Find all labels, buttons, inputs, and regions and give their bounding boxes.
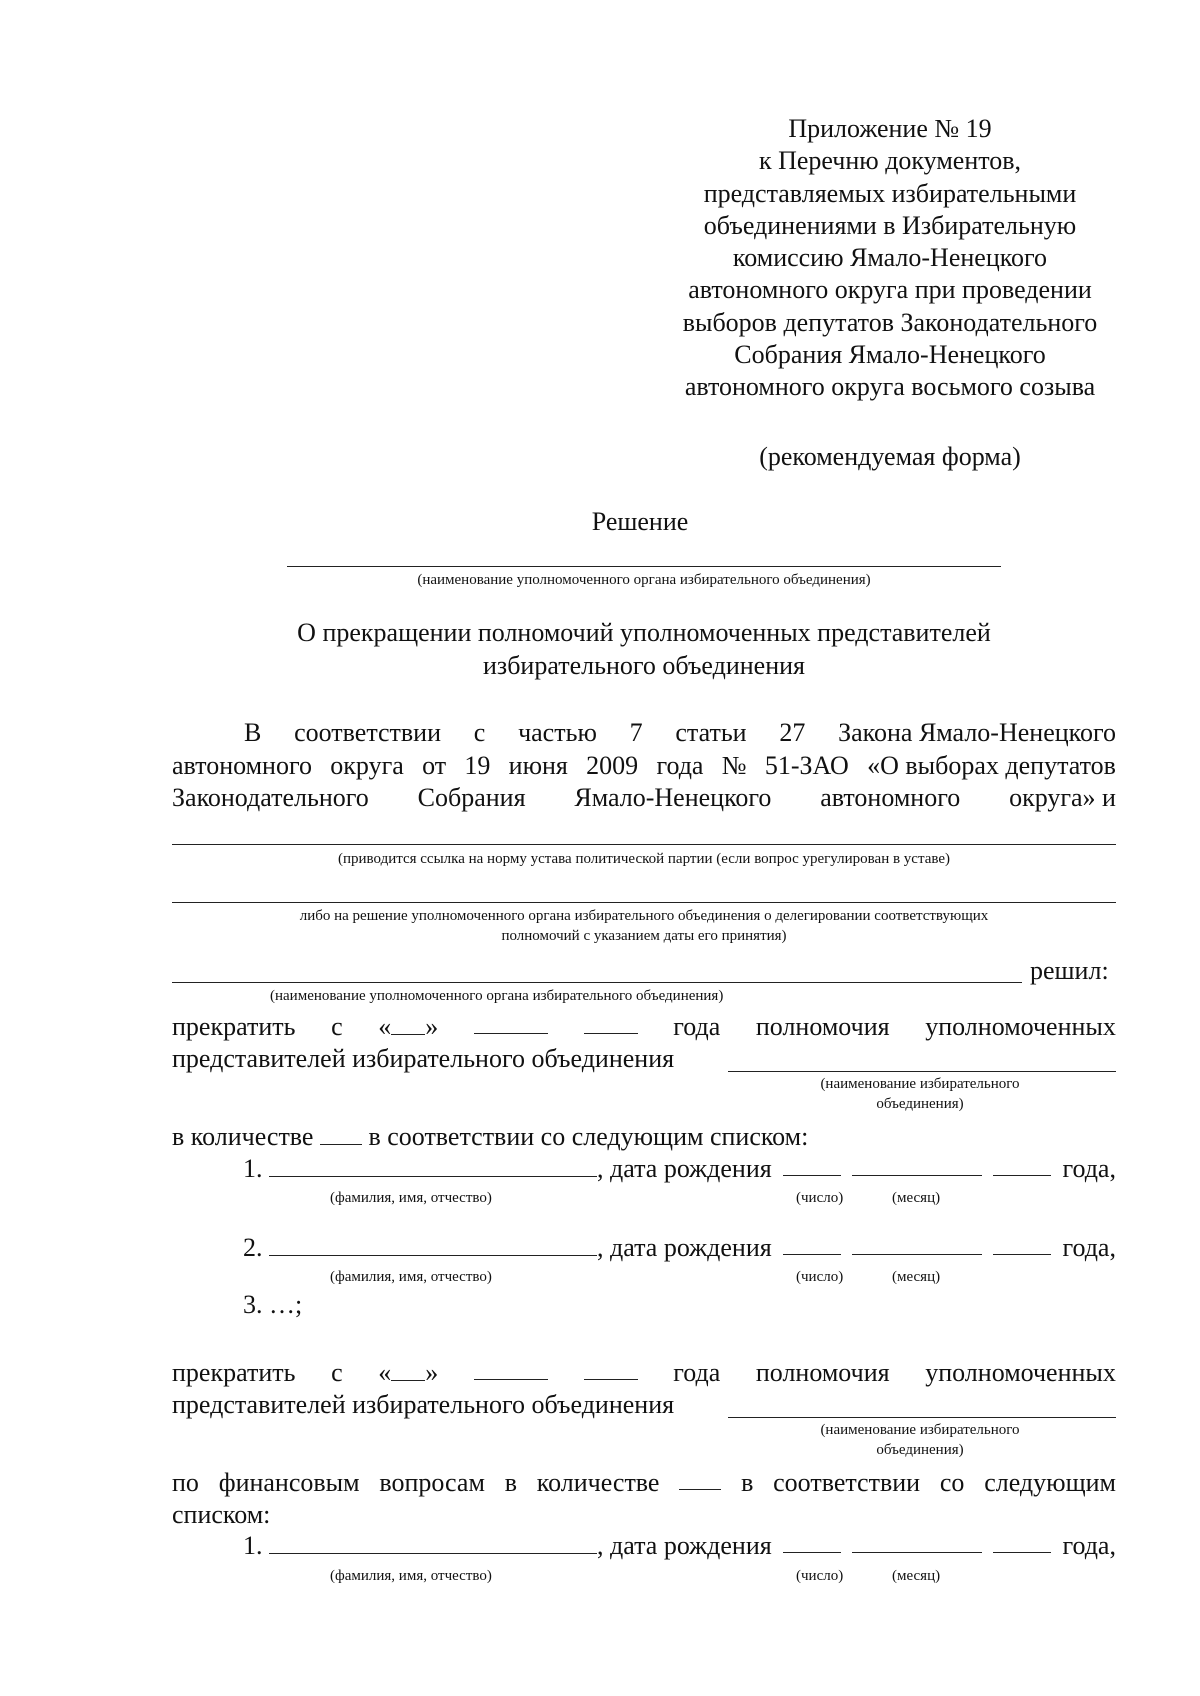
header-line: автономного округа при проведении [688,275,1092,305]
delegation-caption-1: либо на решение уполномоченного органа избирательного объединения о делегировании соответствующих [299,908,989,924]
decision-organ-line [172,982,1022,983]
list-item: 1. , дата рождения года, [243,1531,1116,1560]
delegation-caption-2: полномочий с указанием даты его принятия) [501,928,787,944]
delegation-line [172,902,1116,903]
document-title: Решение [591,507,689,536]
subject-line-2: избирательного объединения [483,651,805,680]
appendix-number: Приложение № 19 [788,114,992,143]
header-line: объединениями в Избирательную [703,210,1077,240]
header-line: представляемых избирательными [703,178,1077,208]
day-caption: (число) [796,1190,844,1206]
association-caption-2: объединения) [876,1096,964,1112]
day-caption: (число) [796,1269,844,1285]
body-line-3: Законодательного Собрания Ямало-Ненецкого автономного округа» и [172,783,1116,812]
quantity-line: в количестве в соответствии со следующим списком: [172,1122,809,1151]
fio-caption: (фамилия, имя, отчество) [330,1190,492,1206]
month-caption: (месяц) [892,1269,941,1285]
finance-quantity-line: по финансовым вопросам в количестве в соответствии со следующим [172,1468,1116,1497]
association-caption-1: (наименование избирательного [820,1076,1020,1092]
decision-organ-caption: (наименование уполномоченного органа избирательного объединения) [270,988,724,1004]
header-line: комиссию Ямало-Ненецкого [732,243,1048,273]
representatives-line: представителей избирательного объединения [172,1044,675,1073]
appendix-header [630,113,1150,404]
organ-name-caption: (наименование уполномоченного органа избирательного объединения) [417,572,871,588]
recommended-form-label: (рекомендуемая форма) [759,442,1021,471]
association-caption-2: объединения) [876,1442,964,1458]
terminate-line-2: прекратить с « » года полномочия уполномоченных [172,1358,1116,1387]
list-item: 2. , дата рождения года, [243,1233,1116,1262]
charter-reference-caption: (приводится ссылка на норму устава политической партии (если вопрос урегулирован в уставе) [337,851,951,867]
day-caption: (число) [796,1568,844,1584]
subject-line-1: О прекращении полномочий уполномоченных представителей [297,618,991,647]
fio-caption: (фамилия, имя, отчество) [330,1568,492,1584]
header-line: Собрания Ямало-Ненецкого [734,340,1046,370]
terminate-line-1: прекратить с « » года полномочия уполномоченных [172,1012,1116,1041]
fio-caption: (фамилия, имя, отчество) [330,1269,492,1285]
body-line-2: автономного округа от 19 июня 2009 года № 51-ЗАО «О выборах депутатов [172,751,1116,780]
organ-name-line [287,566,1001,567]
header-line: выборов депутатов Законодательного [682,307,1098,337]
association-name-line-2 [728,1417,1116,1418]
list-item-ellipsis: 3. …; [243,1290,303,1319]
charter-reference-line [172,844,1116,845]
association-caption-1: (наименование избирательного [820,1422,1020,1438]
header-line: к Перечню документов, [758,146,1022,176]
list-item: 1. , дата рождения года, [243,1154,1116,1183]
representatives-line-2: представителей избирательного объединения [172,1390,675,1419]
decided-word: решил: [1030,956,1109,985]
finance-list-word: списком: [172,1500,271,1529]
header-line: автономного округа восьмого созыва [684,372,1096,402]
body-line-1: В соответствии с частью 7 статьи 27 Закона Ямало-Ненецкого [244,718,1116,747]
month-caption: (месяц) [892,1568,941,1584]
month-caption: (месяц) [892,1190,941,1206]
association-name-line [728,1071,1116,1072]
